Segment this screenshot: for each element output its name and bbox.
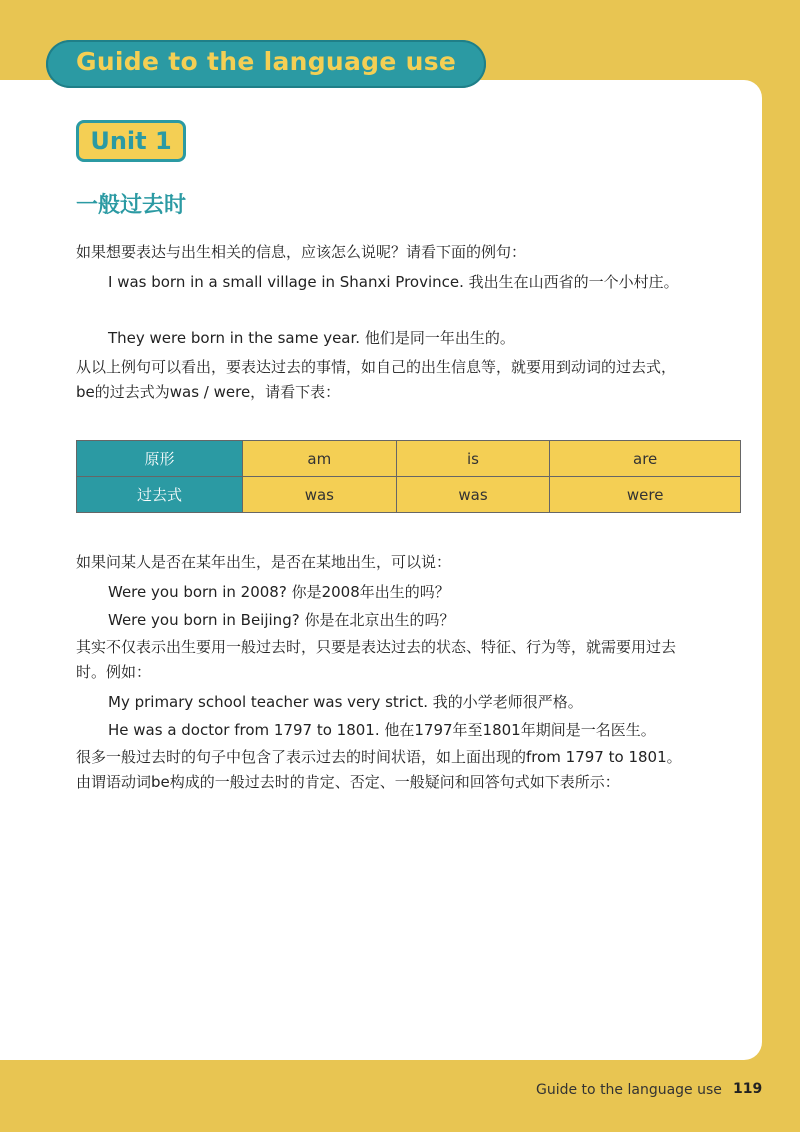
example-sentence-3: Were you born in 2008? 你是2008年出生的吗？	[108, 583, 450, 601]
table-cell: am	[243, 441, 397, 477]
example-sentence-6: He was a doctor from 1797 to 1801. 他在1797年至1801年期间是一名医生。	[108, 721, 656, 739]
table-row	[77, 477, 741, 513]
page-number: 119	[733, 1081, 763, 1097]
row-label: 过去式	[77, 477, 243, 513]
summary-paragraph: 很多一般过去时的句子中包含了表示过去的时间状语，如上面出现的from 1797 to 1801。由谓语动词be构成的一般过去时的肯定、否定、一般疑问和回答句式如下表所示：	[76, 748, 682, 791]
example-sentence-2: They were born in the same year. 他们是同一年出生的。	[108, 329, 515, 347]
table-cell: is	[396, 441, 550, 477]
question-intro-paragraph: 如果问某人是否在某年出生，是否在某地出生，可以说：	[76, 553, 452, 571]
footer-title: Guide to the language use	[536, 1082, 722, 1098]
example-sentence-5: My primary school teacher was very strict. 我的小学老师很严格。	[108, 693, 583, 711]
table-cell: were	[550, 477, 741, 513]
explanation-paragraph: 从以上例句可以看出，要表达过去的事情，如自己的出生信息等，就要用到动词的过去式，be的过去式为was / were，请看下表：	[76, 358, 677, 401]
table-cell: was	[396, 477, 550, 513]
banner-title: Guide to the language use	[76, 47, 457, 76]
example-sentence-1: I was born in a small village in Shanxi Province. 我出生在山西省的一个小村庄。	[108, 273, 679, 291]
table-cell: are	[550, 441, 741, 477]
row-label: 原形	[77, 441, 243, 477]
example-sentence-4: Were you born in Beijing? 你是在北京出生的吗？	[108, 611, 455, 629]
section-title: 一般过去时	[76, 193, 187, 218]
be-past-tense-table	[76, 440, 741, 513]
usage-paragraph: 其实不仅表示出生要用一般过去时，只要是表达过去的状态、特征、行为等，就需要用过去时。例如：	[76, 638, 677, 681]
unit-badge: Unit 1	[76, 120, 186, 162]
intro-paragraph: 如果想要表达与出生相关的信息，应该怎么说呢？请看下面的例句：	[76, 243, 527, 261]
table-cell: was	[243, 477, 397, 513]
table-row	[77, 441, 741, 477]
